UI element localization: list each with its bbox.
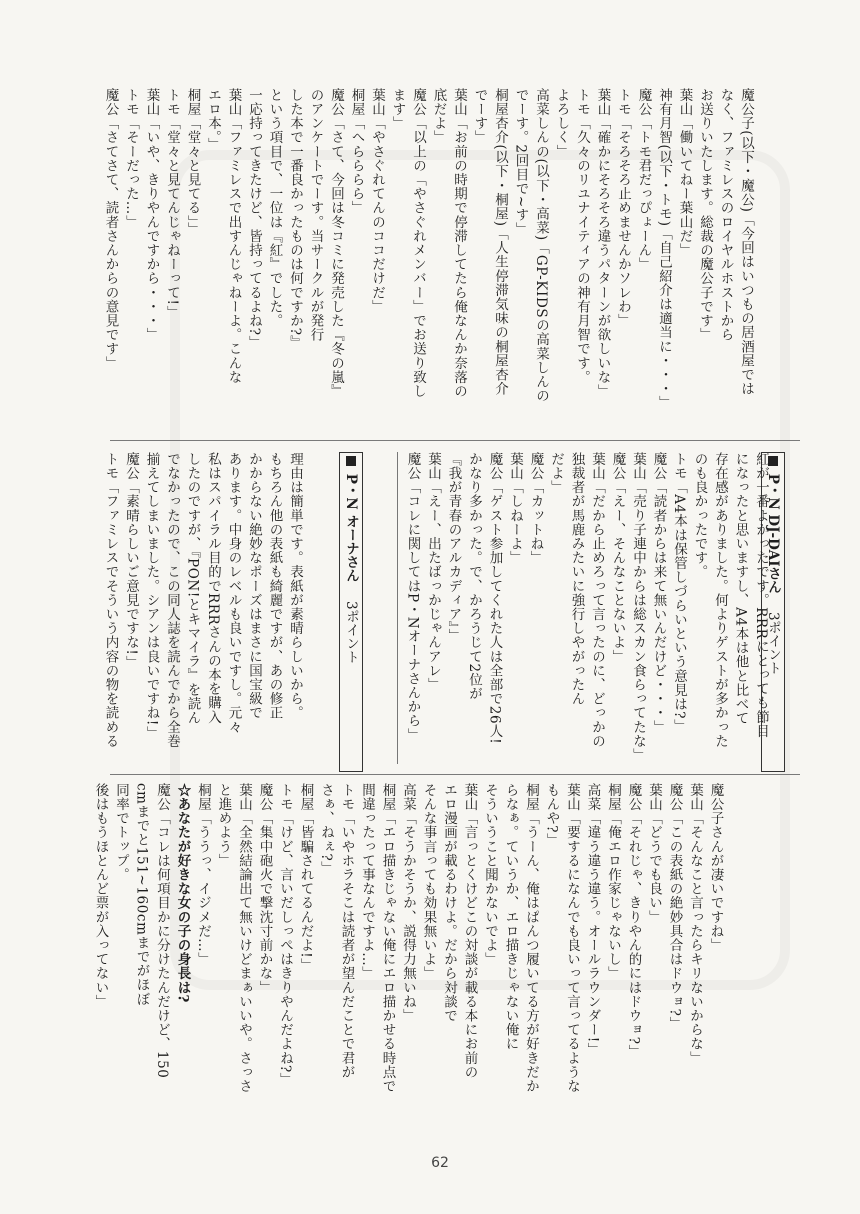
dialogue-line [633, 88, 654, 433]
section-top-dialogue [100, 88, 790, 433]
text-line: トモ「堂々と見てんじゃねーって!」 [164, 88, 180, 320]
square-bullet-icon [346, 456, 356, 466]
dialogue-line [664, 783, 685, 1148]
text-line: トモ「いやホラそこは読者が望んだことで君が [338, 783, 355, 1080]
dialogue-line [111, 783, 173, 1148]
text-line: 桐屋杏介(以下・桐屋)「人生停滞気味の桐屋杏介 [492, 88, 508, 396]
text-line: 後はもうほとんど票が入ってない」 [92, 783, 109, 1009]
dialogue-line [613, 88, 634, 433]
text-line: 葉山「えー、出たばっかじゃんアレ」 [425, 452, 441, 692]
dialogue-line [162, 88, 183, 433]
text-line: トモ「久々のリユナイティアの神有月智です。 [574, 88, 590, 385]
text-line: 存在感がありました。何よりゲストが多かった [712, 452, 728, 749]
text-line: トモ「そろそろ止めませんかソレわ」 [615, 88, 631, 328]
text-line: 魔公子さんが凄いですね」 [707, 783, 724, 953]
dialogue-line [423, 452, 444, 764]
dialogue-line [193, 783, 214, 1148]
reader-name-dj-dai: P・N DJ-DAIさん [765, 473, 781, 594]
text-line: 桐屋「堂々と見てる」」 [184, 88, 201, 237]
bottom-dialogue-text [90, 783, 726, 1148]
text-line: のアンケートでーす。当サークルが発行 [307, 88, 324, 342]
dialogue-line [510, 88, 551, 433]
dialogue-line [141, 88, 162, 433]
text-line: 魔公「この表紙の絶妙具合はドウョ?」 [666, 783, 683, 1031]
dialogue-line [480, 783, 542, 1148]
text-line: 魔公「さてさて、読者さんからの意見です」 [102, 88, 119, 370]
text-line: 高菜しんの(以下・高菜)「GP-KIDSの高菜しんの [533, 88, 549, 403]
text-line: 葉山「いや、きりやんですから・・・」 [143, 88, 160, 342]
dialogue-line [644, 783, 665, 1148]
text-line: 桐屋「へらららら」 [348, 88, 365, 215]
dialogue-line [648, 452, 669, 764]
text-line: 理由は簡単です。表紙が素晴らしいから。 [287, 452, 303, 720]
dialogue-line [275, 783, 296, 1148]
dialogue-line [603, 783, 624, 1148]
text-line: もちろん他の表紙も綺麗ですが、あの修正 [266, 452, 283, 720]
text-line: かからない絶妙なポーズはまさに国宝級で [246, 452, 262, 720]
dialogue-line [705, 783, 726, 1148]
dialogue-line [695, 88, 757, 433]
text-line: 魔公「コレは何項目かに分けたんだけど、150 [154, 783, 170, 1079]
text-line: 桐屋「俺エロ作家じゃないし」 [605, 783, 621, 981]
dialogue-line [623, 783, 644, 1148]
text-line: 魔公「それじゃ、きりやん的にはドウョ?」 [625, 783, 642, 1059]
dialogue-line [100, 88, 121, 433]
dialogue-line [203, 88, 244, 433]
text-line: 葉山「しねーよ」 [507, 452, 523, 565]
reader-comment-dj-dai [402, 452, 769, 764]
text-line: 魔公「トモ君だっぴょーん」 [635, 88, 652, 272]
dialogue-line [628, 452, 649, 764]
dialogue-line [551, 88, 592, 433]
text-line: でーす。2回目で~す」 [512, 88, 529, 237]
text-line: 魔公「読者からは来て無いんだけど・・・」 [650, 452, 667, 734]
dialogue-line [402, 452, 423, 764]
dialogue-line [367, 88, 388, 433]
text-line: 同率でトップ。 [113, 783, 129, 882]
dialogue-line [592, 88, 613, 433]
text-line: した本で一番良かったものは何ですか?』 [287, 88, 303, 350]
text-line: トモ「A4本は保管しづらいという意見は?」 [671, 452, 687, 734]
dialogue-line [418, 783, 480, 1148]
dialogue-line [254, 783, 275, 1148]
text-line: でなかったので、この同人誌を読んでから全巻 [164, 452, 180, 749]
text-line: という項目で、一位は『紅』でした。 [266, 88, 283, 328]
text-line: 葉山「お前の時期で停滞してたら俺なんか奈落の [451, 88, 467, 399]
text-line: かなり多かった。で、かろうじて2位が [466, 452, 482, 701]
dialogue-line [295, 783, 316, 1148]
text-line: エロ漫画が載るわけよ。だから対談で [441, 783, 457, 1023]
text-line: よろしく」 [553, 88, 570, 159]
dialogue-line [182, 88, 203, 433]
section-bottom-dialogue [90, 783, 790, 1148]
text-line: 桐屋「うーん、俺はぱんつ履いてる方が好きだか [523, 783, 539, 1094]
reader-header-owner [339, 452, 363, 772]
text-line: 揃えてしまいました。シアンは良いですね!」 [143, 452, 160, 741]
dialogue-line [121, 88, 142, 433]
text-line: cmまでと151~160cmまでがほぼ [133, 783, 150, 1006]
text-line: 『我が青春のアルカディア』」 [445, 452, 462, 643]
text-line: 底だよ」 [430, 88, 447, 145]
text-line: 葉山「そんなこと言ったらキリないからな」 [687, 783, 703, 1065]
dialogue-line [674, 88, 695, 433]
dialogue-line [428, 88, 469, 433]
text-line: 私はスパイラル目的でRRRさんの本を購入 [205, 452, 221, 724]
text-line: エロ本。」 [205, 88, 221, 152]
dialogue-line [607, 452, 628, 764]
dialogue-line [525, 452, 546, 764]
points-badge-owner: 3ポイント [343, 600, 359, 664]
dialogue-line [654, 88, 675, 433]
dialogue-line [357, 783, 398, 1148]
owner-dialogue-text [100, 452, 305, 764]
text-line: 葉山「要するになんでも良いって言ってるような [564, 783, 580, 1094]
text-line: 葉山「どうでも良い」 [646, 783, 662, 924]
text-line: 葉山「確かにそろそろ違うパターンが欲しいな」 [594, 88, 611, 399]
text-line: お送りいたします。総裁の魔公子です」 [697, 88, 713, 342]
section-divider-2 [110, 774, 800, 775]
text-line: 魔公「カットね」 [527, 452, 544, 565]
dialogue-line [689, 452, 771, 764]
dialogue-line [582, 783, 603, 1148]
text-line: 葉山「全然結論出て無いけどまぁいいや。さっさ [236, 783, 252, 1094]
dialogue-line [121, 452, 142, 764]
text-line: 魔公「さて、今回は冬コミに発売した『冬の嵐』 [328, 88, 344, 399]
dialogue-line [546, 452, 608, 764]
text-line: 高菜「違う違う違う。オールラウンダー!」 [584, 783, 601, 1057]
dj-dai-dialogue-text [402, 452, 771, 764]
text-line: したのですが、『PON!とキマイラ』を読ん [184, 452, 201, 725]
text-line: と進めよう」 [215, 783, 232, 868]
dialogue-line [398, 783, 419, 1148]
text-line: 独裁者が馬鹿みたいに強行しやがったん [568, 452, 585, 706]
text-line: 葉山「働いてねー葉山だ」 [676, 88, 693, 258]
text-line: ☆あなたが好きな女の子の身長は? [174, 783, 191, 1004]
top-dialogue-text [100, 88, 756, 433]
dialogue-line [141, 452, 305, 764]
column-divider [397, 452, 398, 764]
text-line: 葉山「売り子連中からは総スカン食らってたな」 [630, 452, 646, 763]
text-line: 魔公「コレに関してはP・Nオーナさんから」 [404, 452, 421, 742]
text-line: そんな事言っても効果無いよ」 [420, 783, 437, 981]
text-line: 間違ったって事なんですよ…」 [359, 783, 375, 981]
dialogue-line [387, 88, 428, 433]
text-line: なく、ファミレスのロイヤルホストから [717, 88, 734, 342]
text-line: 魔公「えー、そんなことないよ」 [609, 452, 626, 664]
reader-name-owner: P・N オーナさん [343, 473, 359, 582]
text-line: もんや?」 [543, 783, 560, 848]
dialogue-line [443, 452, 505, 764]
dialogue-line [316, 783, 357, 1148]
text-line: 一応持ってきたけど、皆持ってるよね?」 [246, 88, 262, 350]
section-divider-1 [110, 440, 800, 441]
text-line: 葉山「だから止めろって言ったのに、どっかの [589, 452, 605, 749]
text-line: になったと思いますし、A4本は他と比べて [732, 452, 749, 726]
text-line: 桐屋「エロ描きじゃない俺にエロ描かせる時点で [379, 783, 396, 1094]
text-line: さぁ、ねぇ?」 [318, 783, 334, 876]
text-line: 桐屋「皆騙されてるんだよ!」 [297, 783, 314, 973]
reader-comment-owner [100, 452, 336, 764]
page-number: 62 [431, 1155, 449, 1171]
text-line: 葉山「言っとくけどこの対談が載る本にお前の [461, 783, 478, 1080]
text-line: トモ「そーだった…」 [123, 88, 139, 229]
points-badge-dj-dai: 3ポイント [765, 612, 781, 675]
dialogue-line [669, 452, 690, 764]
text-line: のも良かったです。 [691, 452, 708, 579]
text-line: 神有月智(以下・トモ)「自己紹介は適当に・・・」 [656, 88, 672, 410]
text-line: 葉山「やさぐれてんのココだけだ」 [369, 88, 385, 314]
dialogue-line [213, 783, 254, 1148]
text-line: そういうこと聞かないでよ」 [482, 783, 498, 967]
dialogue-line [172, 783, 193, 1148]
text-line: 魔公子(以下・魔公)「今回はいつもの居酒屋では [738, 88, 754, 396]
text-line: ます」 [389, 88, 406, 131]
text-line: トモ「けど、言いだしっぺはきりやんだよね?」 [277, 783, 293, 1087]
dialogue-line [346, 88, 367, 433]
text-line: らなぁ。ていうか、エロ描きじゃない俺に [502, 783, 519, 1051]
text-line: 魔公「ゲスト参加してくれた人は全部で26人! [486, 452, 503, 745]
text-line: 高菜「そうかそうか、説得力無いね」 [400, 783, 416, 1023]
text-line: あります。中身のレベルも良いですし。元々 [225, 452, 242, 734]
text-line: 葉山「ファミレスで出すんじゃねーよ。こんな [225, 88, 242, 385]
dialogue-line [685, 783, 706, 1148]
dialogue-line [469, 88, 510, 433]
dialogue-line [541, 783, 582, 1148]
text-line: 魔公「素晴らしいご意見ですな!」 [123, 452, 139, 670]
text-line: 魔公「集中砲火で撃沈寸前かな」 [256, 783, 273, 995]
text-line: 紅が一番よかったです。RRRにとっても節目 [753, 452, 769, 739]
text-line: でーす」 [471, 88, 488, 145]
text-line: 魔公「以上の「やさぐれメンバー」でお送り致し [410, 88, 426, 399]
dialogue-line [100, 452, 121, 764]
dialogue-line [90, 783, 111, 1148]
dialogue-line [505, 452, 526, 764]
text-line: 桐屋「ううっ、イジメだ…」 [195, 783, 211, 967]
text-line: トモ「ファミレスでそういう内容の物を読める [102, 452, 119, 749]
text-line: だよ」 [548, 452, 564, 495]
dialogue-line [244, 88, 347, 433]
